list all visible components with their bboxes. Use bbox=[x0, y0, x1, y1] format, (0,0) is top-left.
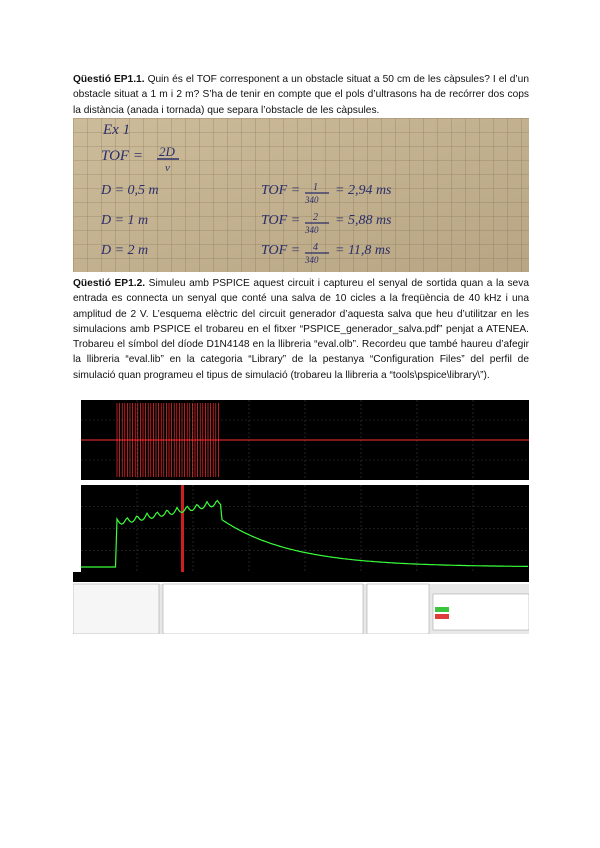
cursor-marker[interactable] bbox=[181, 485, 184, 572]
message-panel bbox=[73, 584, 159, 634]
notes-heading: Ex 1 bbox=[103, 122, 131, 138]
question-ep1-2 bbox=[73, 276, 529, 383]
distance-label: D = 2 m bbox=[101, 243, 149, 258]
fraction-denominator: 340 bbox=[305, 255, 319, 265]
fraction-denominator: 340 bbox=[305, 225, 319, 235]
fraction-numerator: 4 bbox=[313, 242, 318, 253]
tof-result: = 5,88 ms bbox=[335, 213, 392, 228]
input-plot bbox=[81, 400, 529, 480]
time-axis-strip bbox=[73, 572, 529, 582]
tof-result: = 11,8 ms bbox=[335, 243, 391, 258]
tof-result: = 2,94 ms bbox=[335, 183, 392, 198]
simulation-log-panel bbox=[163, 584, 363, 634]
fraction-denominator: 340 bbox=[305, 195, 319, 205]
formula-lhs: TOF = bbox=[101, 148, 143, 164]
formula-numerator: 2D bbox=[159, 144, 175, 159]
question-text: Quin és el TOF corresponent a un obstacle situat a 50 cm de les càpsules? I el d’un obstacle situat a 1 m i 2 m? S’ha de tenir en compte que el pols d’ultrasons ha de recórrer dos cops la distància (anada i tornada) que separa l’obstacle de les càpsules. bbox=[73, 74, 529, 116]
question-ep1-1 bbox=[73, 72, 529, 118]
tof-label: TOF = bbox=[261, 213, 301, 228]
fraction-numerator: 1 bbox=[313, 182, 318, 193]
handwritten-notes-photo bbox=[73, 118, 529, 272]
status-panels bbox=[73, 584, 529, 634]
output-plot bbox=[73, 485, 529, 582]
trace-color-swatch bbox=[435, 614, 449, 619]
trace-color-swatch bbox=[435, 607, 449, 612]
info-panel bbox=[367, 584, 429, 634]
question-label: Qüestió EP1.2. bbox=[73, 278, 146, 289]
pspice-simulation-screenshot bbox=[73, 397, 529, 634]
question-label: Qüestió EP1.1. bbox=[73, 74, 145, 85]
question-text: Simuleu amb PSPICE aquest circuit i captureu el senyal de sortida quan a la seva entrada es connecta un senyal que conté una salva de 10 cicles a la freqüència de 40 kHz i una amplitud de 2 V. L’esquema elèctric del circuit generador d’aquesta salva que heu d’utilitzar en les simulacions amb PSPICE el trobareu en el fitxer “PSPICE_generador_salva.pdf” penjat a ATENEA. Trobareu el símbol del díode D1N4148 en la llibreria “eval.olb”. Recordeu que també haureu d’afegir la llibreria “eval.lib” en la categoria “Library” de la pestanya “Configuration Files” del perfil de simulació quan programeu el tipus de simulació (trobareu la llibreria a “tools\pspice\library\”). bbox=[73, 278, 529, 381]
tof-label: TOF = bbox=[261, 243, 301, 258]
formula-denominator: v bbox=[165, 162, 170, 174]
fraction-numerator: 2 bbox=[313, 212, 318, 223]
distance-label: D = 1 m bbox=[101, 213, 149, 228]
distance-label: D = 0,5 m bbox=[101, 183, 159, 198]
tof-label: TOF = bbox=[261, 183, 301, 198]
